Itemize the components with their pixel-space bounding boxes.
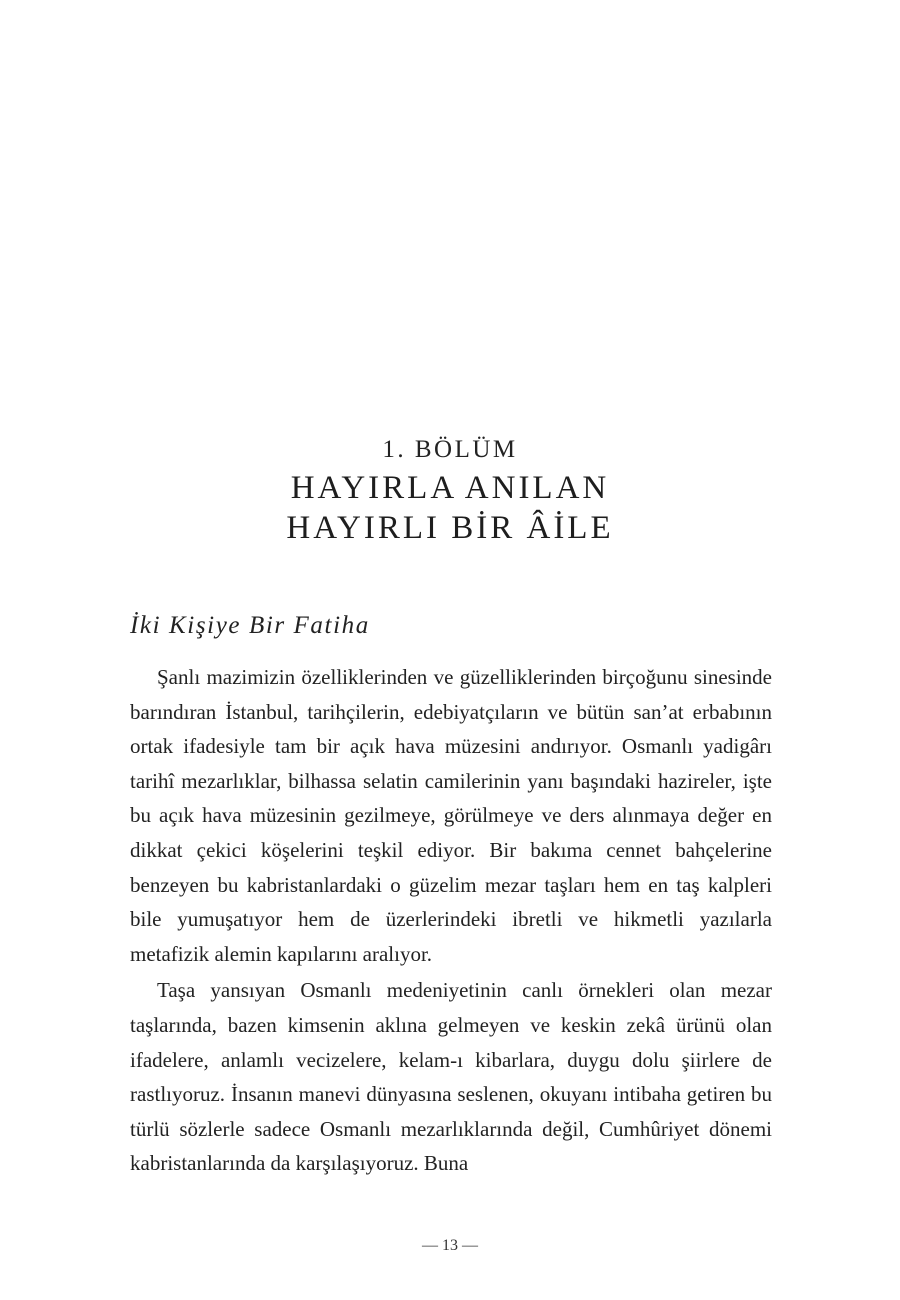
chapter-title-line-2: HAYIRLI BİR ÂİLE: [286, 510, 614, 546]
paragraph: Şanlı mazimizin özelliklerinden ve güzelliklerinden birçoğunu sinesinde barındıran İstanbul, tarihçilerin, edebiyatçıların ve bütün san’at erbabının ortak ifadesiyle tam bir açık hava müzesini andırıyor. Osmanlı yadigârı tarihî mezarlıklar, bilhassa selatin camilerinin yanı başındaki hazireler, işte bu açık hava müzesinin gezilmeye, görülmeye ve ders alınmaya değer en dikkat çekici köşelerini teşkil ediyor. Bir bakıma cennet bahçelerine benzeyen bu kabristanlardaki o güzelim mezar taşları hem en taş kalpleri bile yumuşatıyor hem de üzerlerindeki ibretli ve hikmetli yazılarla metafizik alemin kapılarını aralıyor.: [130, 665, 772, 966]
chapter-number: 1. BÖLÜM: [382, 436, 518, 463]
chapter-title-line-1: HAYIRLA ANILAN: [290, 470, 610, 506]
paragraph: Taşa yansıyan Osmanlı medeniyetinin canlı örnekleri olan mezar taşlarında, bazen kimsenin aklına gelmeyen ve keskin zekâ ürünü olan ifadelere, anlamlı vecizelere, kelam-ı kibarlara, duygu dolu şiirlere de rastlıyoruz. İnsanın manevi dünyasına seslenen, okuyanı intibaha getiren bu türlü sözlerle sadece Osmanlı mezarlıklarında değil, Cumhûriyet dönemi kabristanlarında da karşılaşıyoruz. Buna: [130, 978, 772, 1176]
body-text: [130, 660, 772, 1183]
page-number: — 13 —: [422, 1237, 478, 1254]
section-title: İki Kişiye Bir Fatiha: [130, 612, 370, 639]
chapter-heading: [0, 432, 900, 548]
